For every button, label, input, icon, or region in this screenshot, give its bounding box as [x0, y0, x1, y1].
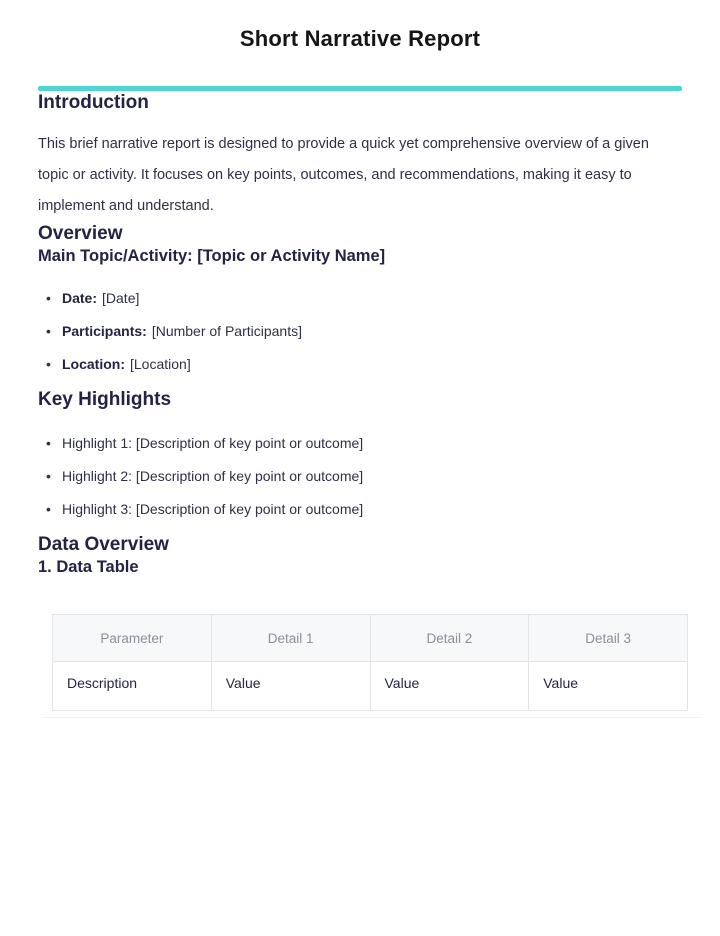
page-title: Short Narrative Report [239, 26, 481, 51]
table-cell: Value [529, 662, 688, 711]
detail-label: Date: [62, 290, 98, 306]
detail-value: [Location] [130, 356, 191, 372]
introduction-heading: Introduction [38, 92, 149, 113]
data-table-container [52, 614, 688, 718]
introduction-paragraph: This brief narrative report is designed to provide a quick yet comprehensive overview of a given topic or activity. It focuses on key points, outcomes, and recommendations, making it easy to implement and understand. [38, 136, 649, 214]
detail-value: [Date] [102, 290, 140, 306]
list-item [46, 322, 682, 341]
table-header-cell: Detail 2 [370, 615, 529, 662]
list-item: • Highlight 2: [Description of key point or outcome] [46, 467, 682, 486]
section-introduction [38, 91, 682, 222]
section-overview [38, 222, 682, 374]
data-table [52, 614, 688, 711]
table-cell: Value [211, 662, 370, 711]
table-row [53, 662, 688, 711]
detail-value: [Number of Participants] [151, 323, 302, 339]
detail-label: Participants: [62, 323, 147, 339]
table-header-cell: Parameter [53, 615, 212, 662]
table-header-cell: Detail 3 [529, 615, 688, 662]
list-item [46, 355, 682, 374]
section-key-highlights [38, 388, 682, 519]
list-item [46, 289, 682, 308]
table-header-row [53, 615, 688, 662]
page-edge-line [42, 717, 702, 718]
section-data-overview [38, 533, 682, 718]
report-page [0, 25, 720, 718]
data-table-subheading: 1. Data Table [38, 558, 139, 576]
overview-detail-list [38, 289, 682, 374]
table-cell: Value [370, 662, 529, 711]
detail-label: Location: [62, 356, 125, 372]
main-topic-subheading: Main Topic/Activity: [Topic or Activity Name] [38, 247, 386, 265]
list-item: • Highlight 3: [Description of key point or outcome] [46, 500, 682, 519]
key-highlights-heading: Key Highlights [38, 389, 172, 410]
highlights-list [38, 434, 682, 519]
list-item: • Highlight 1: [Description of key point or outcome] [46, 434, 682, 453]
data-overview-heading: Data Overview [38, 534, 169, 555]
table-cell: Description [53, 662, 212, 711]
table-header-cell: Detail 1 [211, 615, 370, 662]
overview-heading: Overview [38, 223, 123, 244]
